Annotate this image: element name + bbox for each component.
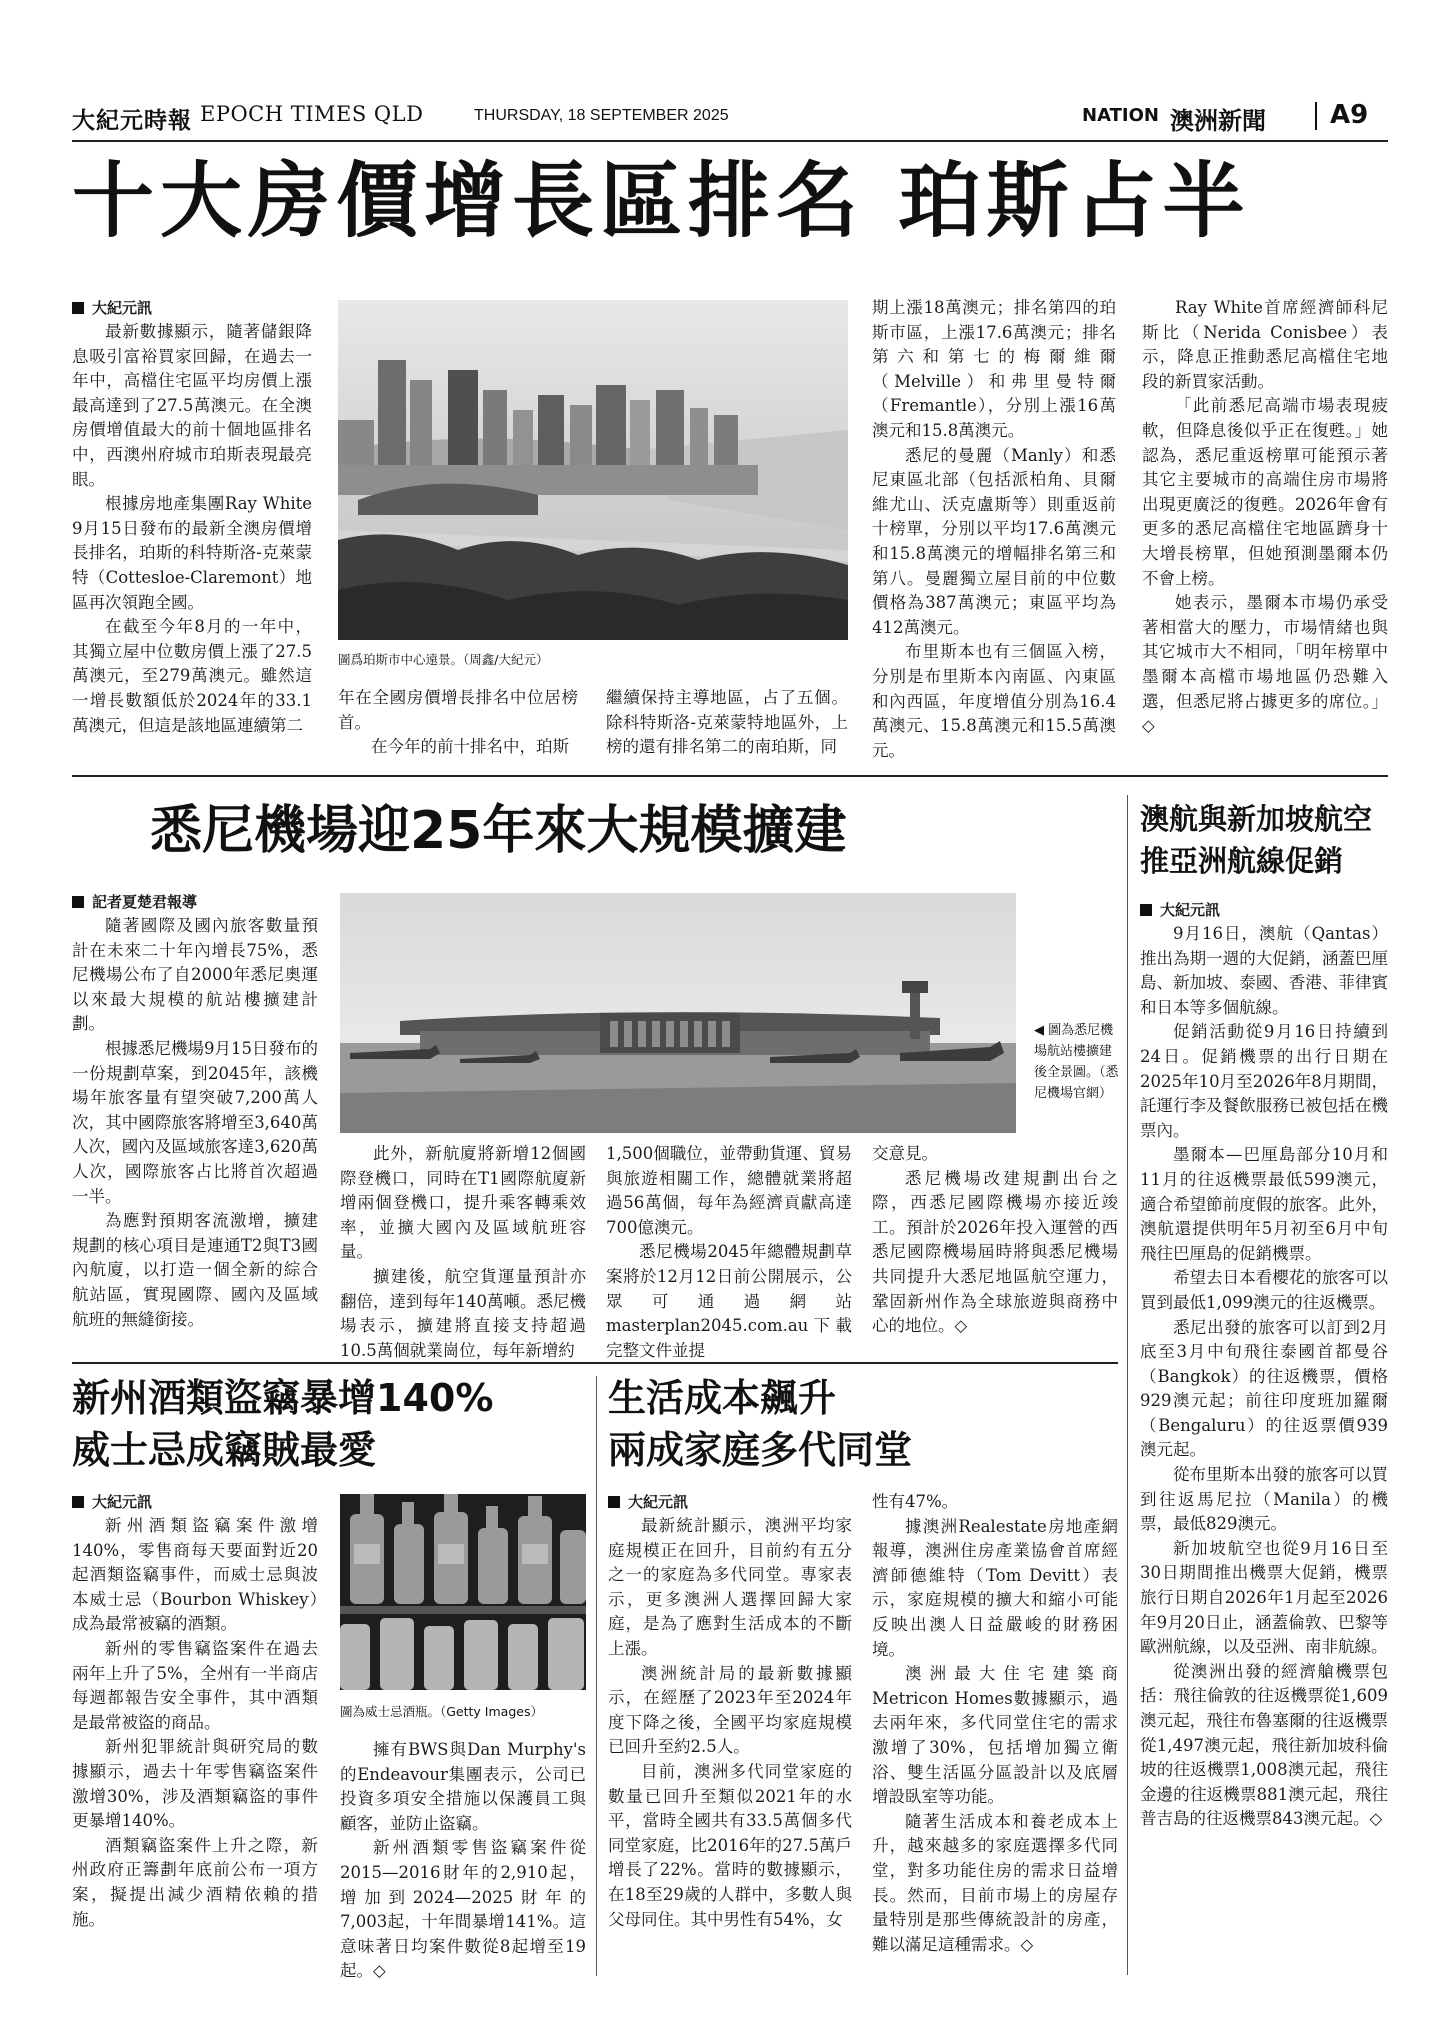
article1-headline: 十大房價增長區排名 珀斯占半	[72, 154, 1251, 249]
article4-headline: 生活成本飆升 兩成家庭多代同堂	[608, 1376, 913, 1472]
article1-col5: Ray White首席經濟師科尼斯比（Nerida Conisbee）表示，降息正推動悉尼高檔住宅地段的新買家活動。 「此前悉尼高端市場表現疲軟，但降息後似乎正在復甦。」她認為，悉尼重返榜單可能預示著其它主要城市的高端住房市場將出現更廣泛的復甦。2026年會有更多的悉尼高檔住宅地區躋身十大增長榜單，但她預測墨爾本仍不會上榜。 她表示，墨爾本市場仍承受著相當大的壓力，市場情緒也與其它城市大不相同，「明年榜單中墨爾本高檔市場地區仍恐難入選，但悉尼將占據更多的席位。」◇	[1142, 298, 1388, 736]
article5-col1: 大紀元訊 9月16日，澳航（Qantas）推出為期一週的大促銷，涵蓋巴厘島、新加坡、泰國、香港、菲律賓和日本等多個航線。 促銷活動從9月16日持續到24日。促銷機票的出行日期在2025年10月至2026年8月期間，託運行李及餐飲服務已被包括在機票內。 墨爾本—巴厘島部分10月和11月的往返機票最低599澳元，適合希望節前度假的旅客。此外，澳航還提供明年5月初至6月中旬飛往巴厘島的促銷機票。 希望去日本看櫻花的旅客可以買到最低1,099澳元的往返機票。 悉尼出發的旅客可以訂到2月底至3月中旬飛往泰國首都曼谷（Bangkok）的往返機票，價格929澳元起；前往印度班加羅爾（Bengaluru）的往返票價939澳元起。 從布里斯本出發的旅客可以買到往返馬尼拉（Manila）的機票，最低829澳元。 新加坡航空也從9月16日至30日期間推出機票大促銷，機票旅行日期自2026年1月起至2026年9月20日止，涵蓋倫敦、巴黎等歐洲航線，以及亞洲、南非航線。 從澳洲出發的經濟艙機票包括：飛往倫敦的往返機票從1,609澳元起，飛往布魯塞爾的往返機票從1,497澳元起，飛往新加坡科倫坡的往返機票1,008澳元起，飛往金邊的往返機票881澳元起，飛往普吉島的往返機票843澳元起。◇	[1140, 898, 1388, 1832]
airport-photo-caption: ◀ 圖為悉尼機場航站樓擴建後全景圖。（悉尼機場官網）	[1034, 1023, 1119, 1101]
article5-byline: 大紀元訊	[1140, 898, 1388, 922]
article1-col2: 年在全國房價增長排名中位居榜首。 在今年的前十排名中，珀斯	[338, 688, 578, 757]
article3-col2: 擁有BWS與Dan Murphy's的Endeavour集團表示，公司已投資多項安全措施以保護員工與顧客，並防止盜竊。 新州酒類零售盜竊案件從2015—2016財年的2,910起，增加到2024—2025財年的7,003起，十年間暴增141%。這意味著日均案件數從8起增至19起。◇	[340, 1740, 586, 1981]
article4-col1: 大紀元訊 最新統計顯示，澳洲平均家庭規模正在回升，目前約有五分之一的家庭為多代同堂。專家表示，更多澳洲人選擇回歸大家庭，是為了應對生活成本的不斷上漲。 澳洲統計局的最新數據顯示，在經歷了2023年至2024年度下降之後，全國平均家庭規模已回升至約2.5人。 目前，澳洲多代同堂家庭的數量已回升至類似2021年的水平，當時全國共有33.5萬個多代同堂家庭，比2016年的27.5萬戶增長了22%。當時的數據顯示，在18至29歲的人群中，多數人與父母同住。其中男性有54%，女	[608, 1490, 852, 1932]
section-divider	[1315, 102, 1317, 130]
article1-col1: 大紀元訊 最新數據顯示，隨著儲銀降息吸引富裕買家回歸，在過去一年中，高檔住宅區平均房價上漲最高達到了27.5萬澳元。在全澳房價增值最大的前十個地區排名中，西澳州府城市珀斯表現最亮眼。 根據房地產集團Ray White 9月15日發布的最新全澳房價增長排名，珀斯的科特斯洛-克萊蒙特（Cottesloe-Claremont）地區再次領跑全國。 在截至今年8月的一年中，其獨立屋中位數房價上漲了27.5萬澳元，至279萬澳元。雖然這一增長數額低於2024年的33.1萬澳元，但這是該地區連續第二	[72, 296, 312, 738]
article4-byline: 大紀元訊	[608, 1490, 852, 1514]
whisky-bottles-image	[340, 1494, 586, 1690]
article3-col1: 大紀元訊 新州酒類盜竊案件激增140%，零售商每天要面對近20起酒類盜竊事件，而威士忌與波本威士忌（Bourbon Whiskey）成為最常被竊的酒類。 新州的零售竊盜案件在過去兩年上升了5%，全州有一半商店每週都報告安全事件，其中酒類是最常被盜的商品。 新州犯罪統計與研究局的數據顯示，過去十年零售竊盜案件激增30%，涉及酒類竊盜的事件更暴增140%。 酒類竊盜案件上升之際，新州政府正籌劃年底前公布一項方案，擬提出減少酒精依賴的措施。	[72, 1490, 318, 1932]
article2-byline: 記者夏楚君報導	[72, 890, 318, 914]
sydney-airport-render	[340, 893, 1016, 1133]
issue-date: THURSDAY, 18 SEPTEMBER 2025	[474, 107, 729, 124]
section-cn: 澳洲新聞	[1170, 107, 1266, 135]
perth-skyline-image	[338, 300, 848, 640]
article2-bottom-rule	[72, 1362, 1118, 1364]
article2-headline: 悉尼機場迎25年來大規模擴建	[150, 801, 847, 861]
article2-col1: 記者夏楚君報導 隨著國際及國內旅客數量預計在未來二十年內增長75%，悉尼機場公布了自2000年悉尼奧運以來最大規模的航站樓擴建計劃。 根據悉尼機場9月15日發布的一份規劃草案，到2045年，該機場年旅客量有望突破7,200萬人次，其中國際旅客將增至3,640萬人次，國內及區域旅客達3,620萬人次，國際旅客占比將首次超過一半。 為應對預期客流激增，擴建規劃的核心項目是連通T2與T3國內航廈，以打造一個全新的綜合航站區，實現國際、國內及區域航班的無縫銜接。	[72, 890, 318, 1332]
article5-headline: 澳航與新加坡航空 推亞洲航線促銷	[1140, 802, 1373, 878]
article1-bottom-rule	[72, 775, 1388, 777]
article1-col4: 期上漲18萬澳元；排名第四的珀斯市區，上漲17.6萬澳元；排名第六和第七的梅爾維爾（Melville）和弗里曼特爾（Fremantle），分別上漲16萬澳元和15.8萬澳元。 悉尼的曼麗（Manly）和悉尼東區北部（包括派柏角、貝爾維尤山、沃克盧斯等）則重返前十榜單，分別以平均17.6萬澳元和15.8萬澳元的增幅排名第三和第八。曼麗獨立屋目前的中位數價格為387萬澳元；東區平均為412萬澳元。 布里斯本也有三個區入榜，分別是布里斯本內南區、內東區和內西區，年度增值分別為16.4萬澳元、15.8萬澳元和15.5萬澳元。	[872, 298, 1116, 760]
masthead-rule	[72, 140, 1388, 142]
whisky-bottles-photo	[340, 1494, 586, 1690]
sydney-airport-image	[340, 893, 1016, 1133]
masthead-logo-en: EPOCH TIMES QLD	[200, 102, 424, 126]
article3-headline: 新州酒類盜竊暴增140% 威士忌成竊賊最愛	[72, 1376, 494, 1472]
masthead	[72, 100, 1388, 134]
perth-skyline-photo	[338, 300, 848, 640]
article2-col3: 1,500個職位，並帶動貨運、貿易與旅遊相關工作，總體就業將超過56萬個，每年為經濟貢獻高達700億澳元。 悉尼機場2045年總體規劃草案將於12月12日前公開展示，公眾可通過網站masterplan2045.com.au下載完整文件並提	[606, 1144, 852, 1360]
perth-photo-caption: 圖爲珀斯市中心遠景。（周鑫/大紀元）	[338, 652, 549, 667]
article3-4-divider	[596, 1376, 597, 1976]
whisky-photo-caption: 圖為威士忌酒瓶。（Getty Images）	[340, 1704, 543, 1719]
article3-byline: 大紀元訊	[72, 1490, 318, 1514]
article1-byline: 大紀元訊	[72, 296, 312, 320]
article1-col3: 繼續保持主導地區，占了五個。除科特斯洛-克萊蒙特地區外，上榜的還有排名第二的南珀斯，同	[606, 688, 848, 757]
article2-col4: 交意見。 悉尼機場改建規劃出台之際，西悉尼國際機場亦接近竣工。預計於2026年投入運營的西悉尼國際機場屆時將與悉尼機場共同提升大悉尼地區航空運力，鞏固新州作為全球旅遊與商務中心的地位。◇	[872, 1144, 1118, 1336]
section-en: NATION	[1082, 105, 1159, 126]
right-column-divider	[1127, 795, 1128, 1975]
page-number: A9	[1330, 100, 1369, 130]
article2-col2: 此外，新航廈將新增12個國際登機口，同時在T1國際航廈新增兩個登機口，提升乘客轉乘效率，並擴大國內及區域航班容量。 擴建後，航空貨運量預計亦翻倍，達到每年140萬噸。悉尼機場表示，擴建將直接支持超過10.5萬個就業崗位，每年新增約	[340, 1144, 586, 1360]
masthead-logo-cn: 大紀元時報	[72, 107, 192, 134]
article4-col2: 性有47%。 據澳洲Realestate房地產網報導，澳洲住房產業協會首席經濟師德維特（Tom Devitt）表示，家庭規模的擴大和縮小可能反映出澳人日益嚴峻的財務困境。 澳洲最大住宅建築商Metricon Homes數據顯示，過去兩年來，多代同堂住宅的需求激增了30%，包括增加獨立衛浴、雙生活區分區設計以及底層增設臥室等功能。 隨著生活成本和養老成本上升，越來越多的家庭選擇多代同堂，對多功能住房的需求日益增長。然而，目前市場上的房屋存量特別是那些傳統設計的房產，難以滿足這種需求。◇	[872, 1492, 1118, 1954]
